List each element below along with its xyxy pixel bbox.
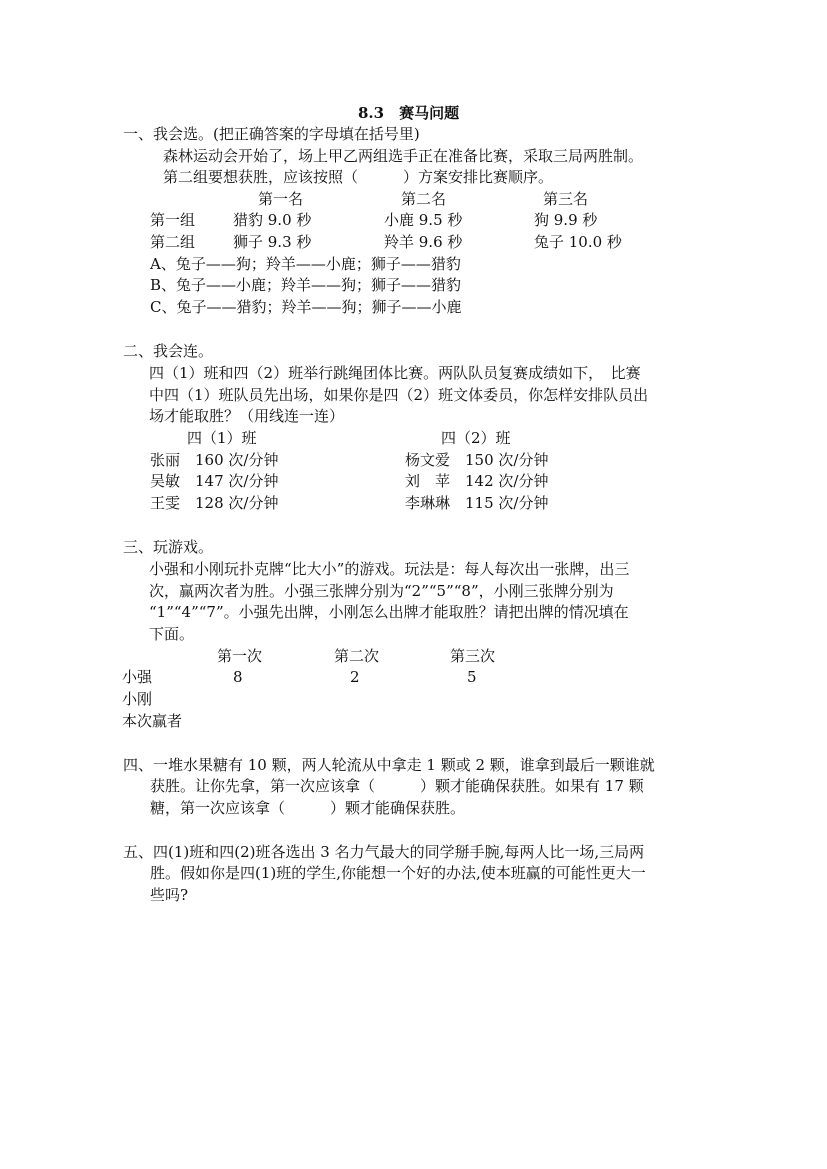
section-1-paragraph: 第二组要想获胜，应该按照（ ）方案安排比赛顺序。	[163, 168, 554, 186]
table-cell: 猎豹 9.0 秒	[233, 211, 312, 229]
table-cell: 兔子 10.0 秒	[534, 233, 622, 251]
section-5-text: 五、四(1)班和四(2)班各选出 3 名力气最大的同学掰手腕,每两人比一场,三局两	[123, 843, 645, 861]
table-cell: 羚羊 9.6 秒	[384, 233, 463, 251]
section-2-paragraph: 四（1）班和四（2）班举行跳绳团体比赛。两队队员复赛成绩如下， 比赛	[149, 364, 641, 382]
section-3-paragraph: 下面。	[149, 625, 195, 643]
table-row-label: 小强	[122, 668, 153, 686]
section-1-paragraph: 森林运动会开始了，场上甲乙两组选手正在准备比赛，采取三局两胜制。	[163, 147, 644, 165]
section-5-text: 些吗?	[150, 886, 189, 904]
table-cell: 狗 9.9 秒	[534, 211, 598, 229]
table-row-label: 第一组	[150, 211, 196, 229]
section-3-paragraph: “1”“4”“7”。小强先出牌，小刚怎么出牌才能取胜？请把出牌的情况填在	[149, 603, 629, 621]
table-row-label: 第二组	[150, 233, 196, 251]
class-a-score: 王雯 128 次/分钟	[150, 494, 279, 512]
option-a: A、兔子——狗；羚羊——小鹿；狮子——猎豹	[150, 255, 461, 273]
table-cell: 小鹿 9.5 秒	[384, 211, 463, 229]
class-a-score: 吴敏 147 次/分钟	[150, 472, 279, 490]
section-5-text: 胜。假如你是四(1)班的学生,你能想一个好的办法,使本班赢的可能性更大一	[150, 864, 646, 882]
table-cell: 8	[233, 668, 243, 686]
table-header: 第二名	[401, 190, 447, 208]
section-3-heading: 三、玩游戏。	[123, 538, 214, 556]
table-header: 第三次	[450, 647, 496, 665]
section-1-heading: 一、我会选。(把正确答案的字母填在括号里)	[123, 125, 420, 143]
section-3-paragraph: 次，赢两次者为胜。小强三张牌分别为“2”“5”“8”，小刚三张牌分别为	[149, 582, 614, 600]
table-header: 第一次	[217, 647, 263, 665]
class-a-label: 四（1）班	[187, 429, 257, 447]
page-title: 8.3 赛马问题	[358, 104, 460, 122]
section-2-heading: 二、我会连。	[123, 342, 214, 360]
section-3-paragraph: 小强和小刚玩扑克牌“比大小”的游戏。玩法是：每人每次出一张牌，出三	[149, 560, 630, 578]
table-cell: 5	[467, 668, 477, 686]
option-b: B、兔子——小鹿；羚羊——狗；狮子——猎豹	[150, 276, 462, 294]
class-a-score: 张丽 160 次/分钟	[150, 451, 279, 469]
class-b-score: 杨文爱 150 次/分钟	[405, 451, 549, 469]
section-2-paragraph: 场才能取胜？（用线连一连）	[149, 407, 345, 425]
class-b-label: 四（2）班	[441, 429, 511, 447]
section-4-text: 四、一堆水果糖有 10 颗，两人轮流从中拿走 1 颗或 2 颗，谁拿到最后一颗谁就	[123, 756, 655, 774]
table-cell: 2	[350, 668, 360, 686]
class-b-score: 刘 苹 142 次/分钟	[405, 472, 549, 490]
section-4-text: 糖，第一次应该拿（ ）颗才能确保获胜。	[150, 799, 466, 817]
section-2-paragraph: 中四（1）班队员先出场，如果你是四（2）班文体委员，你怎样安排队员出	[149, 386, 649, 404]
class-b-score: 李琳琳 115 次/分钟	[405, 494, 549, 512]
option-c: C、兔子——猎豹；羚羊——狗；狮子——小鹿	[150, 298, 462, 316]
table-row-label: 本次赢者	[122, 712, 183, 730]
table-header: 第二次	[334, 647, 380, 665]
section-4-text: 获胜。让你先拿，第一次应该拿（ ）颗才能确保获胜。如果有 17 颗	[150, 777, 644, 795]
table-header: 第三名	[543, 190, 589, 208]
table-cell: 狮子 9.3 秒	[233, 233, 312, 251]
table-row-label: 小刚	[122, 690, 153, 708]
table-header: 第一名	[258, 190, 304, 208]
